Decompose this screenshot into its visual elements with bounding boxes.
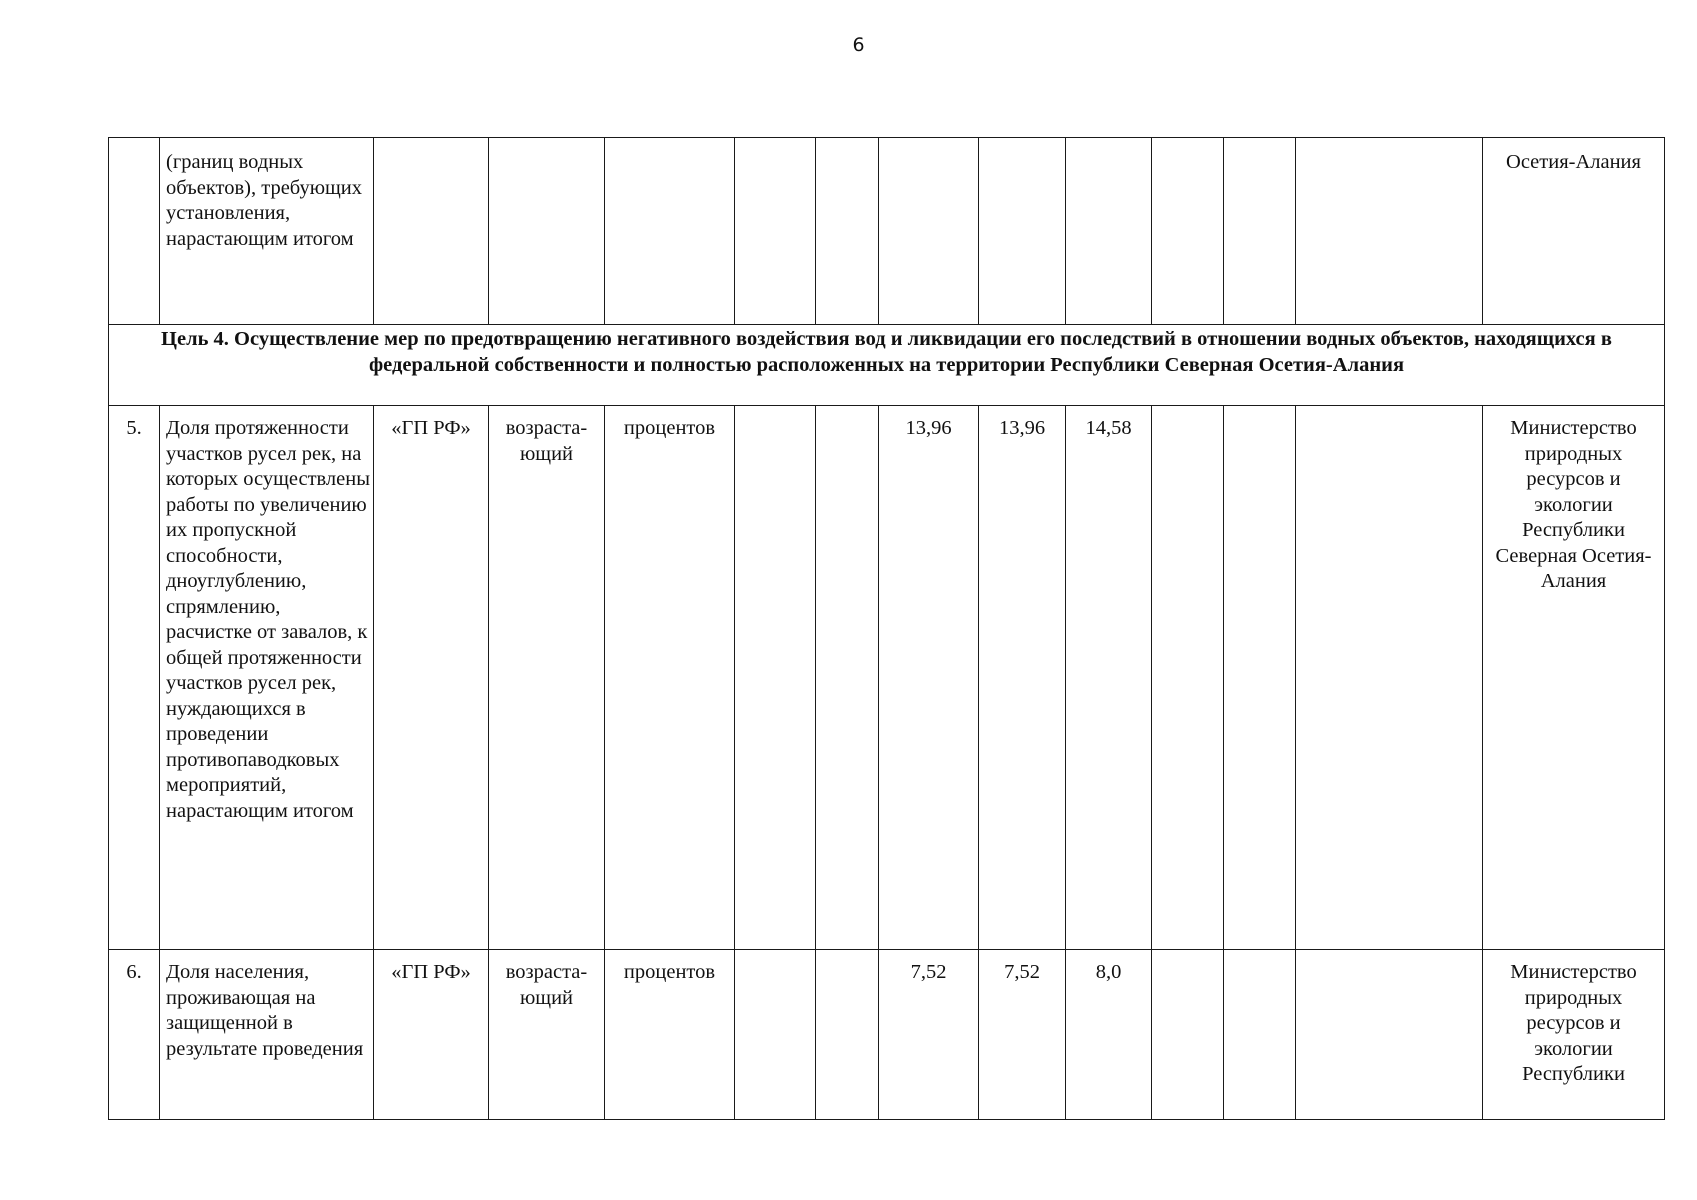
cell-empty [735,406,816,950]
value-cell: 7,52 [879,950,979,1120]
indicators-table [108,137,1665,1120]
responsible-cell: Министерство природных ресурсов и экологии Республики [1483,950,1665,1120]
cell-unit [605,138,735,325]
cell-empty [1152,950,1224,1120]
source-cell: «ГП РФ» [374,406,489,950]
cell-empty [816,950,879,1120]
cell-empty [1224,406,1296,950]
cell-empty [735,138,816,325]
trend-cell: возраста-ющий [489,406,605,950]
responsible-text: Осетия-Алания [1506,151,1641,173]
value-cell: 8,0 [1066,950,1152,1120]
indicator-name-cell [160,138,374,325]
cell-value [979,138,1066,325]
cell-empty [1296,138,1483,325]
page-number: 6 [852,34,865,56]
unit-cell: процентов [605,406,735,950]
cell-empty [1152,138,1224,325]
table-row [109,950,1665,1120]
trend-cell: возраста-ющий [489,950,605,1120]
goal-row [109,325,1665,406]
responsible-cell: Министерство природных ресурсов и экологии Республики Северная Осетия-Алания [1483,406,1665,950]
cell-empty [816,406,879,950]
goal-heading: Цель 4. Осуществление мер по предотвращению негативного воздействия вод и ликвидации его последствий в отношении водных объектов, находящихся в федеральной собственности и полностью расположенных на территории Республики Северная Осетия-Алания [109,325,1665,406]
table-row-continued [109,138,1665,325]
responsible-cell [1483,138,1665,325]
indicator-name: Доля протяженности участков русел рек, на которых осуществлены работы по увеличению их пропускной способности, дноуглублению, спрямлению, расчистке от завалов, к общей протяженности участков русел рек, нуждающихся в проведении противопаводковых мероприятий, нарастающим итогом [160,406,374,950]
row-number: 6. [109,950,160,1120]
cell-trend [489,138,605,325]
value-cell: 13,96 [879,406,979,950]
cell-source [374,138,489,325]
cell-value [1066,138,1152,325]
cell-empty [816,138,879,325]
cell-value [879,138,979,325]
value-cell: 7,52 [979,950,1066,1120]
cell-empty [1224,138,1296,325]
value-cell: 14,58 [1066,406,1152,950]
cell-empty [1296,406,1483,950]
cell-empty [1152,406,1224,950]
indicator-name: Доля населения, проживающая на защищенной в результате проведения [160,950,374,1120]
cell-number [109,138,160,325]
cell-empty [1224,950,1296,1120]
table-row [109,406,1665,950]
value-cell: 13,96 [979,406,1066,950]
cell-empty [735,950,816,1120]
row-number: 5. [109,406,160,950]
cell-empty [1296,950,1483,1120]
unit-cell: процентов [605,950,735,1120]
indicator-name: (границ водных объектов), требующих установления, нарастающим итогом [166,151,363,250]
source-cell: «ГП РФ» [374,950,489,1120]
